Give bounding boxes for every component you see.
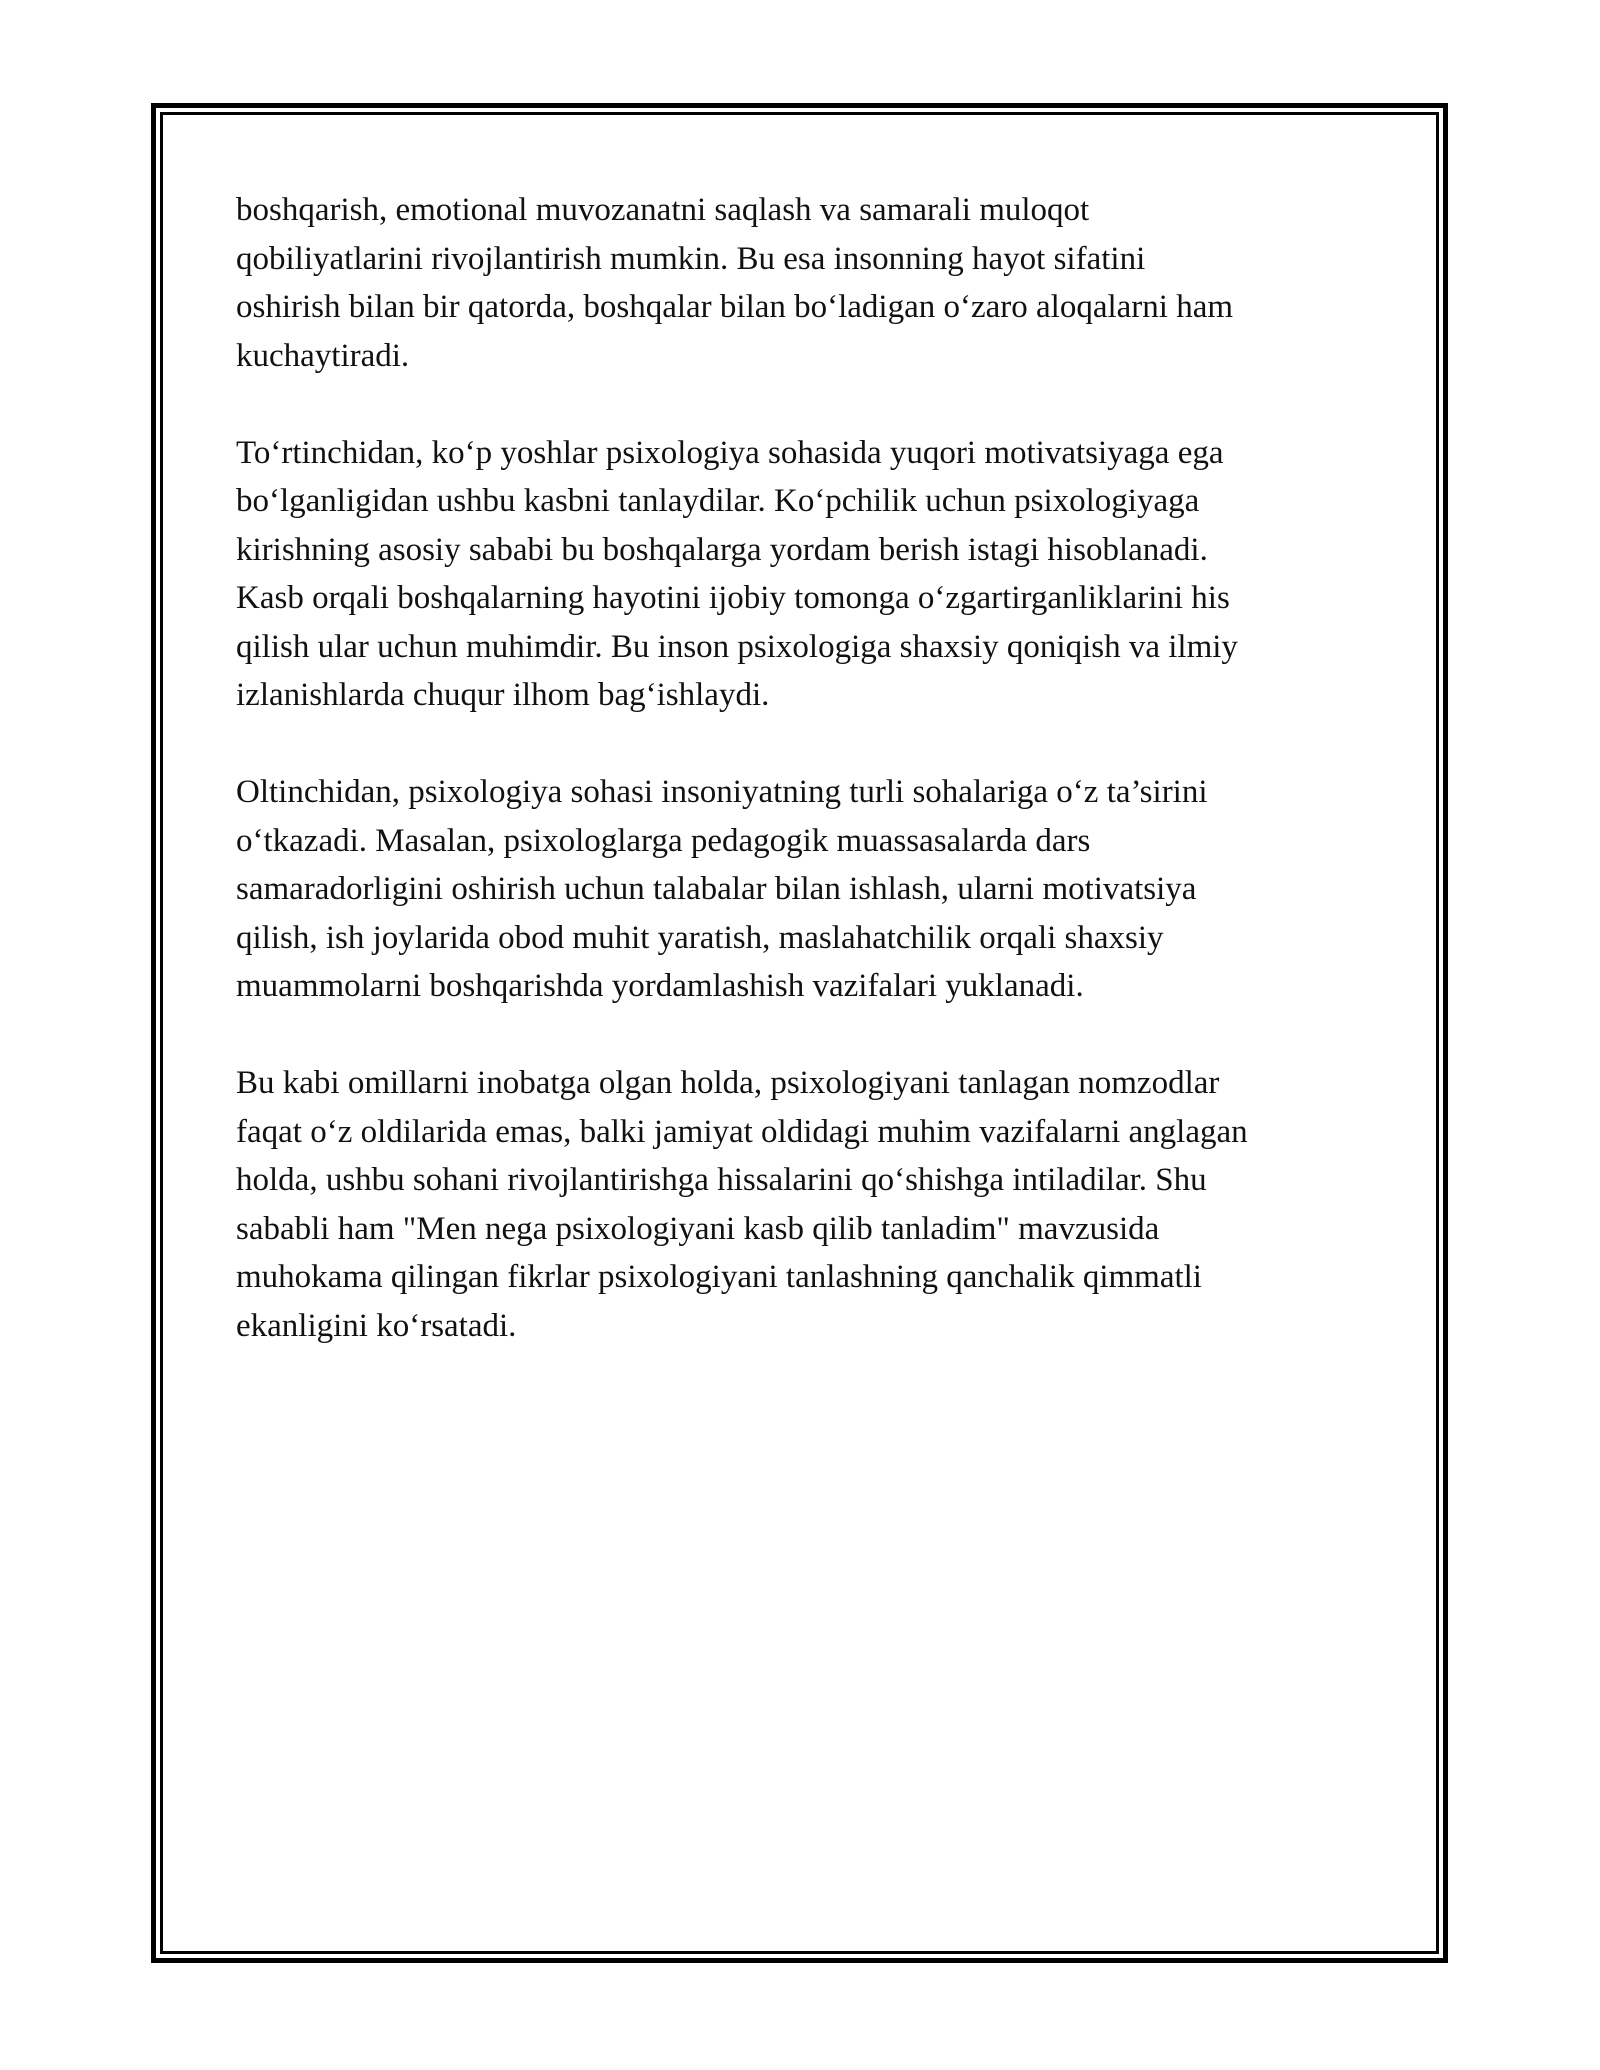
paragraph-4: [236, 1059, 1376, 1350]
document-body: [236, 186, 1376, 1399]
paragraph-line: izlanishlarda chuqur ilhom bag‘ishlaydi.: [236, 677, 770, 713]
paragraph-line: muhokama qilingan fikrlar psixologiyani tanlashning qanchalik qimmatli: [236, 1259, 1202, 1295]
paragraph-line: kirishning asosiy sababi bu boshqalarga yordam berish istagi hisoblanadi.: [236, 531, 1208, 568]
paragraph-line: To‘rtinchidan, ko‘p yoshlar psixologiya sohasida yuqori motivatsiyaga ega: [236, 434, 1224, 471]
paragraph-line: kuchaytiradi.: [236, 337, 410, 374]
paragraph-line: boshqarish, emotional muvozanatni saqlash va samarali muloqot: [236, 192, 1090, 228]
paragraph-1: [236, 186, 1376, 380]
paragraph-line: faqat o‘z oldilarida emas, balki jamiyat oldidagi muhim vazifalarni anglagan: [236, 1113, 1248, 1150]
paragraph-3: [236, 768, 1376, 1011]
paragraph-line: Bu kabi omillarni inobatga olgan holda, psixologiyani tanlagan nomzodlar: [236, 1065, 1220, 1101]
paragraph-line: qilish ular uchun muhimdir. Bu inson psixologiga shaxsiy qoniqish va ilmiy: [236, 628, 1238, 665]
paragraph-line: bo‘lganligidan ushbu kasbni tanlaydilar. Ko‘pchilik uchun psixologiyaga: [236, 483, 1200, 519]
paragraph-line: o‘tkazadi. Masalan, psixologlarga pedagogik muassasalarda dars: [236, 822, 1091, 859]
paragraph-line: qobiliyatlarini rivojlantirish mumkin. Bu esa insonning hayot sifatini: [236, 240, 1146, 277]
paragraph-line: muammolarni boshqarishda yordamlashish vazifalari yuklanadi.: [236, 968, 1084, 1004]
paragraph-line: Oltinchidan, psixologiya sohasi insoniyatning turli sohalariga o‘z ta’sirini: [236, 774, 1208, 810]
paragraph-line: qilish, ish joylarida obod muhit yaratish, maslahatchilik orqali shaxsiy: [236, 919, 1164, 956]
paragraph-line: sababli ham "Men nega psixologiyani kasb qilib tanladim" mavzusida: [236, 1210, 1160, 1247]
paragraph-line: Kasb orqali boshqalarning hayotini ijobiy tomonga o‘zgartirganliklarini his: [236, 580, 1230, 616]
paragraph-line: ekanligini ko‘rsatadi.: [236, 1307, 517, 1344]
paragraph-line: samaradorligini oshirish uchun talabalar bilan ishlash, ularni motivatsiya: [236, 871, 1197, 907]
paragraph-2: [236, 429, 1376, 720]
paragraph-line: holda, ushbu sohani rivojlantirishga hissalarini qo‘shishga intiladilar. Shu: [236, 1162, 1207, 1198]
paragraph-line: oshirish bilan bir qatorda, boshqalar bilan bo‘ladigan o‘zaro aloqalarni ham: [236, 289, 1234, 325]
